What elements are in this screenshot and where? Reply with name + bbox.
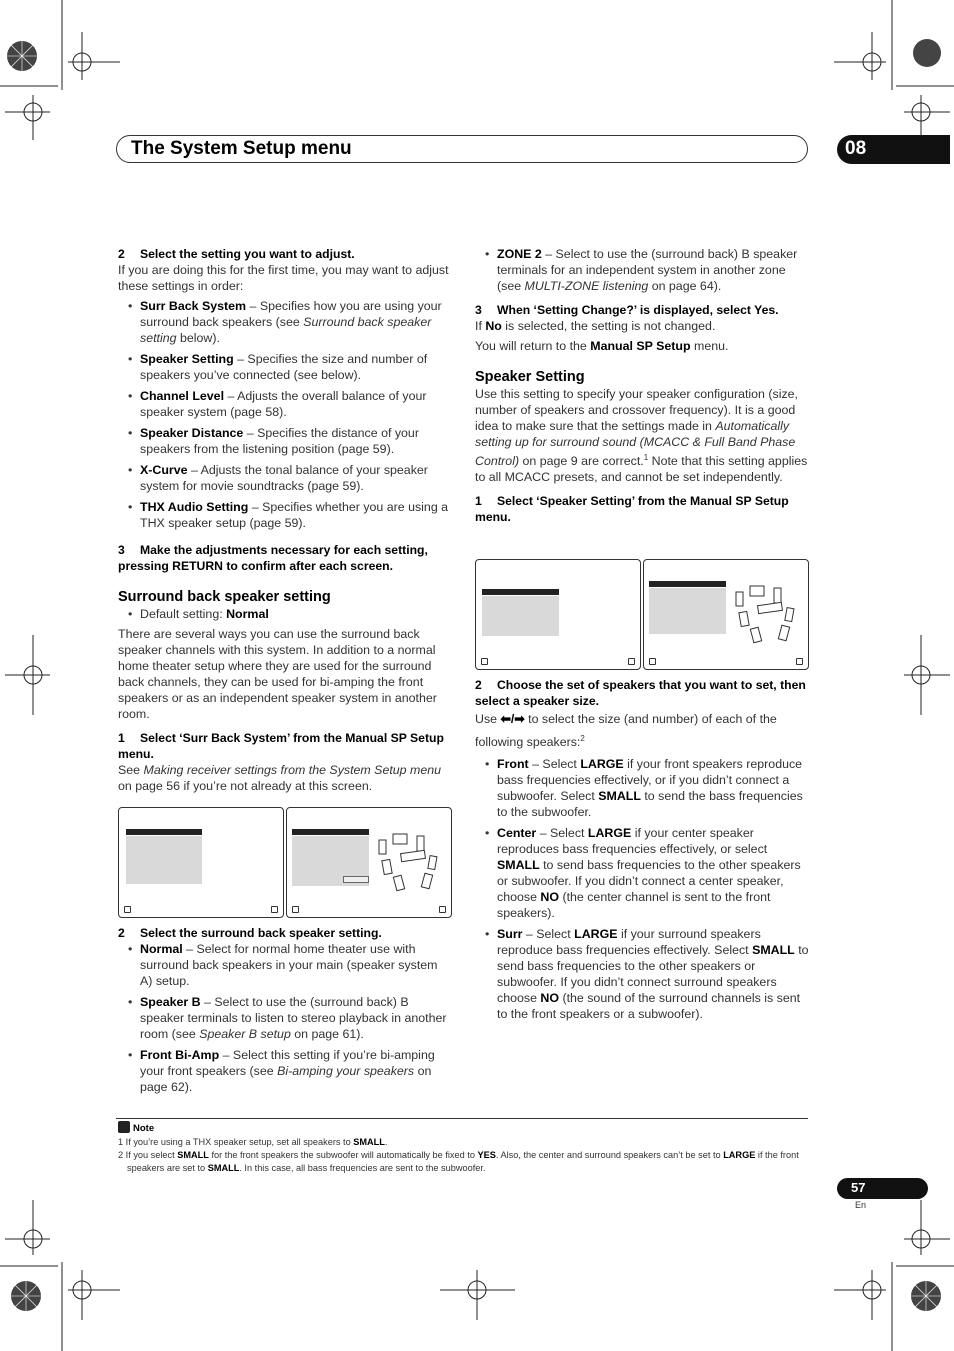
surround-back-heading: Surround back speaker setting: [118, 589, 331, 605]
ss-step-2-use: Use ⬅/➡ to select the size (and number) of each of the following speakers:$^2$: [475, 712, 777, 750]
note-heading: Note: [118, 1121, 154, 1134]
speaker-item: • Center – Select LARGE if your center speaker reproduces bass frequencies effectively, or select SMALL to send bass frequencies to the other speakers or subwoofer. If you didn’t connect a center speaker, choose NO (the center channel is sent to the front speakers).: [475, 825, 809, 921]
step-2-heading: 2 Select the setting you want to adjust.: [118, 247, 355, 261]
right-step-3-note: If No is selected, the setting is not changed.: [475, 319, 716, 333]
ss-step-2-heading: 2 Choose the set of speakers that you want to set, then select a speaker size.: [475, 678, 806, 708]
sbs-options-list: [118, 941, 452, 1095]
surround-back-body: There are several ways you can use the surround back speaker channels with this system. In addition to a normal home theater setup where they are used for the surround back channels, they can be used for bi-amping the front speakers or as an independent speaker system in another room.: [118, 627, 437, 721]
note-icon: [118, 1121, 130, 1133]
speaker-layout-icon: [728, 582, 808, 652]
language-code: En: [855, 1200, 867, 1210]
speaker-size-list: [475, 756, 809, 1022]
right-column-lower: [475, 677, 809, 1027]
default-setting: • Default setting: Normal: [118, 606, 452, 622]
list-item: • Surr Back System – Specifies how you are using your surround back speakers (see Surround back speaker setting below).: [118, 298, 452, 346]
right-step-3-heading: 3 When ‘Setting Change?’ is displayed, select Yes.: [475, 303, 779, 317]
speaker-layout-icon: [371, 830, 451, 900]
page-number: 57: [851, 1180, 866, 1195]
list-item: • Speaker Distance – Specifies the distance of your speakers from the listening position (page 59).: [118, 425, 452, 457]
sbs-step-1-see: See Making receiver settings from the System Setup menu on page 56 if you’re not already at this screen.: [118, 763, 442, 793]
step-3-heading: 3 Make the adjustments necessary for each setting, pressing RETURN to confirm after each screen.: [118, 543, 428, 573]
page-title: The System Setup menu: [131, 138, 352, 159]
note-rule: [116, 1118, 808, 1119]
sbs-step-2-heading: 2 Select the surround back speaker setting.: [118, 926, 382, 940]
left-column-lower: [118, 925, 452, 1100]
settings-list: [118, 298, 452, 531]
speaker-setting-heading: Speaker Setting: [475, 369, 585, 385]
list-item: • Speaker B – Select to use the (surround back) B speaker terminals to listen to stereo playback in another room (see Speaker B setup on page 61).: [118, 994, 452, 1042]
footnote-2: 2 If you select SMALL for the front speakers the subwoofer will automatically be fixed to YES. Also, the center and surround speakers can’t be set to LARGE if the front speakers are set to SMALL. In this case, all bass frequencies are sent to the subwoofer.: [118, 1150, 799, 1173]
page-number-tab: [837, 1178, 928, 1199]
ss-step-1-heading: 1 Select ‘Speaker Setting’ from the Manual SP Setup menu.: [475, 494, 789, 525]
list-item: • X-Curve – Adjusts the tonal balance of your speaker system for movie soundtracks (page 59).: [118, 462, 452, 494]
speaker-item: • Surr – Select LARGE if your surround speakers reproduce bass frequencies effectively. Select SMALL to send bass frequencies to the other speakers or subwoofer. If you didn’t connect surround speakers choose NO (the sound of the surround channels is sent to the front speakers or a subwoofer).: [475, 926, 809, 1022]
list-item: • Speaker Setting – Specifies the size and number of speakers you’ve connected (see below).: [118, 351, 452, 383]
right-column: [475, 246, 809, 525]
zone2-item: • ZONE 2 – Select to use the (surround back) B speaker terminals for an independent system in another zone (see MULTI-ZONE listening on page 64).: [475, 246, 809, 294]
list-item: • Channel Level – Adjusts the overall balance of your speaker system (page 58).: [118, 388, 452, 420]
footnote-1: 1 If you’re using a THX speaker setup, set all speakers to SMALL.: [118, 1137, 388, 1147]
list-item: • Normal – Select for normal home theater use with surround back speakers in your main (speaker system A) setup.: [118, 941, 452, 989]
screen-surr-back-setting: [286, 807, 452, 918]
screen-surr-back-menu: [118, 807, 284, 918]
list-item: • Front Bi-Amp – Select this setting if you’re bi-amping your front speakers (see Bi-amping your speakers on page 62).: [118, 1047, 452, 1095]
speaker-setting-body: Use this setting to specify your speaker configuration (size, number of speakers and crossover frequency). It is a good idea to make sure that the settings made in Automatically setting up for surround sound (MCACC & Full Band Phase Control) on page 9 are correct.$^1$ Note that this setting applies to all MCACC presets, and cannot be set independently.: [475, 387, 808, 485]
list-item: • THX Audio Setting – Specifies whether you are using a THX speaker setup (page 59).: [118, 499, 452, 531]
return-note: You will return to the Manual SP Setup menu.: [475, 339, 729, 353]
screen-speaker-size: [643, 559, 809, 670]
chapter-tab: [837, 135, 950, 164]
chapter-number: 08: [845, 138, 867, 159]
step-2-intro: If you are doing this for the first time, you may want to adjust these settings in order:: [118, 263, 449, 293]
left-column: [118, 246, 452, 794]
screen-speaker-setting-menu: [475, 559, 641, 670]
speaker-item: • Front – Select LARGE if your front speakers reproduce bass frequencies effectively, or if you didn’t connect a subwoofer. Select SMALL to send the bass frequencies to the subwoofer.: [475, 756, 809, 820]
header-bar: [116, 135, 808, 163]
sbs-step-1-heading: 1 Select ‘Surr Back System’ from the Manual SP Setup menu.: [118, 731, 444, 761]
